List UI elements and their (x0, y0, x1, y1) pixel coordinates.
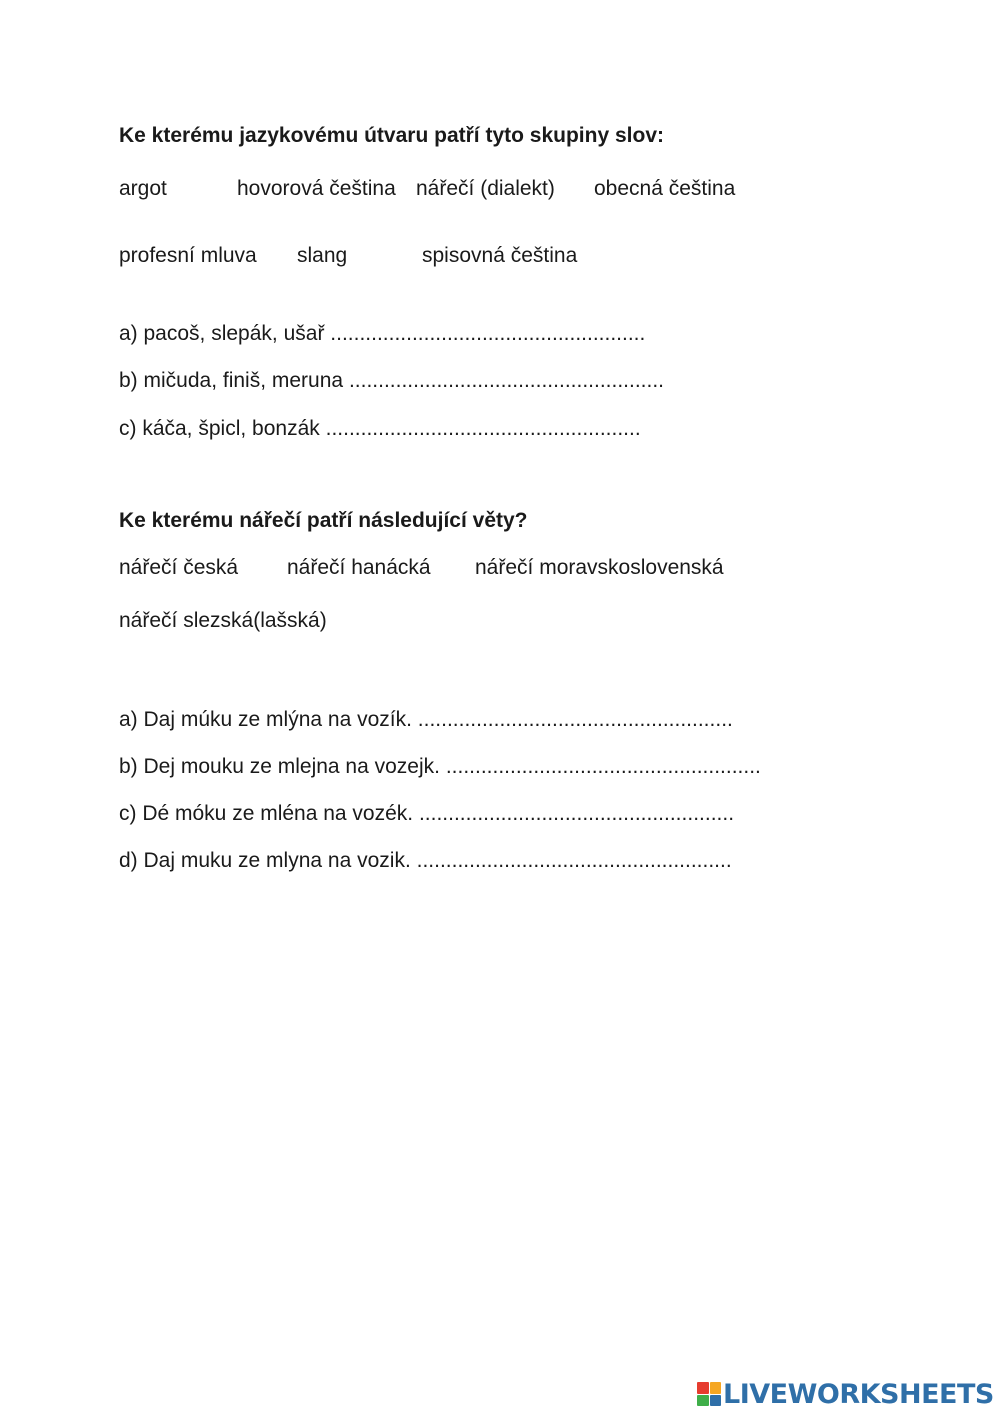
option-hovorova-cestina: hovorová čeština (237, 177, 396, 200)
question-item (119, 756, 761, 777)
option-profesni-mluva: profesní mluva (119, 244, 257, 267)
answer-blank[interactable]: ...................................................... (325, 417, 641, 440)
option-argot: argot (119, 177, 167, 200)
section2-heading: Ke kterému nářečí patří následující věty? (119, 509, 528, 532)
question-text: c) Dé móku ze mléna na vozék. (119, 802, 414, 825)
question-item (119, 370, 664, 391)
option-spisovna-cestina: spisovná čeština (422, 244, 578, 267)
question-text: d) Daj muku ze mlyna na vozik. (119, 849, 411, 872)
question-item (119, 418, 641, 439)
question-item (119, 709, 733, 730)
logo-mark-icon (697, 1382, 721, 1406)
option-obecna-cestina: obecná čeština (594, 177, 736, 200)
answer-blank[interactable]: ...................................................... (445, 755, 761, 778)
question-item (119, 850, 732, 871)
logo-text: LIVEWORKSHEETS (723, 1378, 994, 1410)
section1-heading: Ke kterému jazykovému útvaru patří tyto skupiny slov: (119, 124, 664, 147)
answer-blank[interactable]: ...................................................... (417, 708, 733, 731)
answer-blank[interactable]: ...................................................... (330, 322, 646, 345)
question-text: b) mičuda, finiš, meruna (119, 369, 344, 392)
logo-square (710, 1395, 722, 1407)
option-nareci-ceska: nářečí česká (119, 556, 239, 579)
logo-square (710, 1382, 722, 1394)
option-nareci-dialekt: nářečí (dialekt) (416, 177, 555, 200)
question-text: a) pacoš, slepák, ušař (119, 322, 325, 345)
question-text: c) káča, špicl, bonzák (119, 417, 320, 440)
question-text: a) Daj múku ze mlýna na vozík. (119, 708, 412, 731)
option-slang: slang (297, 244, 348, 267)
question-item (119, 323, 645, 344)
option-nareci-slezska: nářečí slezská(lašská) (119, 609, 327, 632)
logo-square (697, 1382, 709, 1394)
liveworksheets-logo (697, 1380, 994, 1408)
option-nareci-moravskoslovenska: nářečí moravskoslovenská (475, 556, 724, 579)
answer-blank[interactable]: ...................................................... (348, 369, 664, 392)
question-item (119, 803, 734, 824)
answer-blank[interactable]: ...................................................... (418, 802, 735, 825)
logo-square (697, 1395, 709, 1407)
question-text: b) Dej mouku ze mlejna na vozejk. (119, 755, 440, 778)
option-nareci-hanacka: nářečí hanácká (287, 556, 431, 579)
answer-blank[interactable]: ...................................................... (416, 849, 732, 872)
